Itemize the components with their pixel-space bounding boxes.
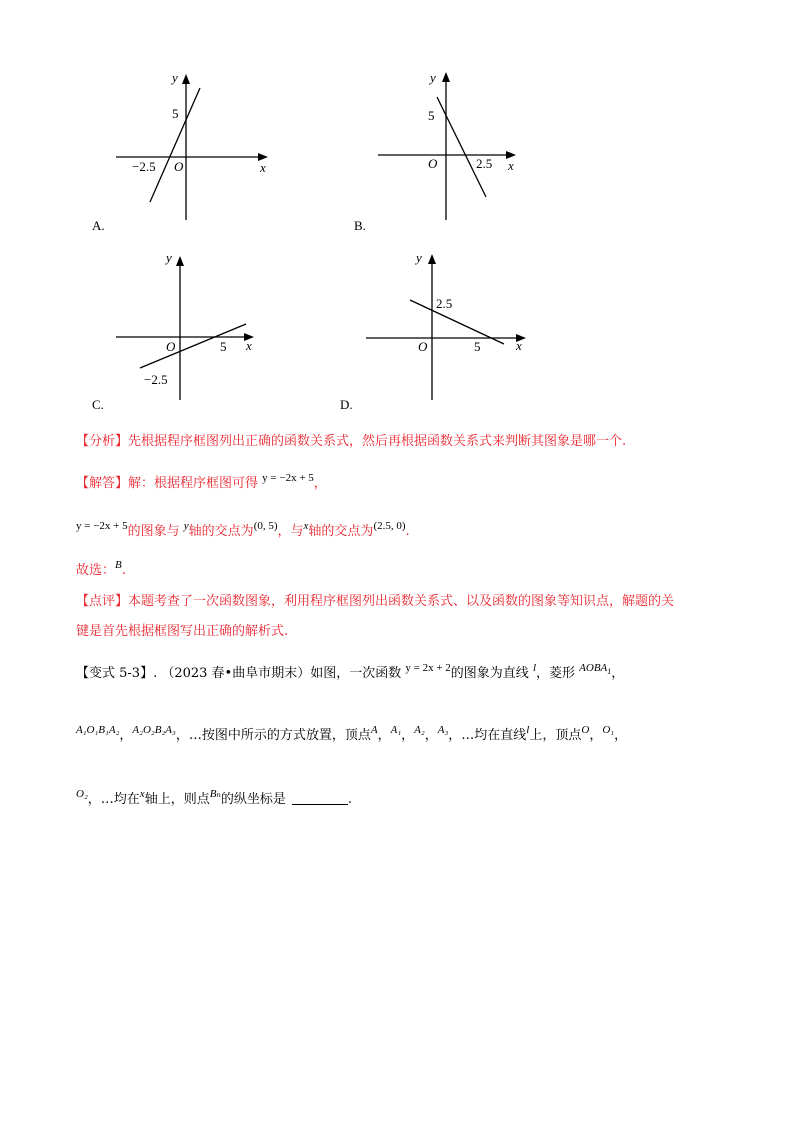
choice-line <box>76 559 126 578</box>
point-a1: A₁ <box>390 724 402 736</box>
function-line <box>437 97 486 197</box>
option-b-label: B. <box>354 218 366 233</box>
variant-t6: 上，顶点 <box>529 728 582 743</box>
x-label: x <box>508 158 514 173</box>
solution-line2-equation: y = −2x + 5 <box>76 520 128 532</box>
variant-t4: ，…按图中所示的方式放置，顶点 <box>175 728 371 743</box>
point-o2: O₂ <box>76 788 88 800</box>
x-intercept-label: 5 <box>220 339 227 354</box>
solution-equation: y = −2x + 5 <box>262 472 314 484</box>
variant-source: . （2023 春•曲阜市期末）如图，一次函数 <box>153 666 402 681</box>
y-intercept-label: −2.5 <box>144 372 168 387</box>
variant-line-3 <box>76 788 352 807</box>
x-label: x <box>260 160 266 175</box>
graph-b <box>370 70 540 234</box>
point-bn: Bₙ <box>209 788 221 800</box>
variant-end: . <box>347 792 353 807</box>
variant-t5: ，…均在直线 <box>448 728 527 743</box>
variant-t1: 的图象为直线 <box>450 666 529 681</box>
variant-t7: ，…均在 <box>87 792 140 807</box>
y-intercept-label: 2.5 <box>436 296 453 311</box>
solution-line2-a: 的图象与 <box>127 524 180 539</box>
graph-a <box>110 70 280 234</box>
rhombus-2: A₁O₁B₁A₂ <box>76 724 120 736</box>
y-label: y <box>166 250 172 265</box>
solution-line2-c: ，与 <box>277 524 304 539</box>
graph-d <box>360 250 540 414</box>
origin-label: O <box>418 339 428 354</box>
answer-blank[interactable] <box>292 804 348 805</box>
y-arrow-icon <box>428 254 436 264</box>
solution-line-2 <box>76 520 410 539</box>
analysis-paragraph <box>76 430 626 449</box>
graph-b-svg <box>370 70 540 230</box>
variant-line-2: $^{A_1O_1B_1A_2}$，$^{A_2O_2B_2A_3}$，…按图中所示的方式放置，顶点$^A$，$^{A_1}$，$^{A_2}$，$^{A_3}$，…均在直线$^l$上，顶点$^O$，$^{O_1}$， <box>76 724 628 743</box>
x-intercept-label: 2.5 <box>476 156 493 171</box>
x-label: x <box>516 338 522 353</box>
solution-line2-y: y <box>183 520 189 532</box>
point-a: A <box>370 724 378 736</box>
solution-line2-d: 轴的交点为 <box>308 524 374 539</box>
solution-tag: 【解答】 <box>76 476 129 491</box>
variant-t8: 轴上，则点 <box>144 792 210 807</box>
origin-label: O <box>428 156 438 171</box>
function-line <box>140 324 246 368</box>
solution-intro: 解：根据程序框图可得 <box>128 476 259 491</box>
variant-t9: 的纵坐标是 <box>220 792 286 807</box>
comment-line-1 <box>76 590 674 609</box>
x-label: x <box>246 338 252 353</box>
solution-line2-x: x <box>303 520 309 532</box>
solution-comma: ， <box>313 476 327 491</box>
graph-c <box>110 250 280 414</box>
choice-end: . <box>121 563 126 578</box>
y-label: y <box>172 70 178 85</box>
choice-prefix: 故选： <box>76 563 116 578</box>
y-intercept-label: 5 <box>428 108 435 123</box>
option-a-label: A. <box>92 218 105 233</box>
option-c-label: C. <box>92 397 104 412</box>
solution-line-1 <box>76 472 327 491</box>
x-intercept-label: −2.5 <box>132 159 156 174</box>
variant-x-axis: x <box>139 788 145 800</box>
analysis-tag: 【分析】 <box>76 434 129 449</box>
choice-value: B <box>115 559 122 571</box>
graph-d-svg <box>360 250 540 410</box>
solution-point-1: (0, 5) <box>253 520 278 532</box>
origin-label: O <box>174 159 184 174</box>
y-label: y <box>416 250 422 265</box>
variant-line-1 <box>76 662 624 682</box>
point-a3: A₃ <box>437 724 449 736</box>
variant-l2: l <box>526 724 530 736</box>
variant-t3: ， <box>611 666 625 681</box>
variant-tag: 【变式 5-3】 <box>76 666 154 681</box>
variant-t2: ，菱形 <box>536 666 576 681</box>
point-a2: A₂ <box>414 724 425 736</box>
y-arrow-icon <box>442 72 450 82</box>
option-d-label: D. <box>340 397 353 412</box>
solution-point-2: (2.5, 0) <box>373 520 406 532</box>
solution-line2-end: . <box>405 524 410 539</box>
solution-line2-b: 轴的交点为 <box>188 524 254 539</box>
comment-text-2: 键是首先根据框图写出正确的解析式. <box>76 624 289 639</box>
variant-equation: y = 2x + 2 <box>405 662 451 674</box>
point-o1: O₁ <box>602 724 615 736</box>
variant-l: l <box>532 662 537 674</box>
y-arrow-icon <box>176 256 184 266</box>
rhombus-3: A₂O₂B₂A₃ <box>132 724 176 736</box>
point-o: O <box>581 724 590 736</box>
y-arrow-icon <box>182 74 190 84</box>
origin-label: O <box>166 339 176 354</box>
graph-a-svg <box>110 70 280 230</box>
comment-text-1: 本题考查了一次函数图象，利用程序框图列出函数关系式、以及函数的图象等知识点，解题的关 <box>128 594 675 609</box>
rhombus-1: AOBA1 <box>579 662 612 677</box>
comment-line-2 <box>76 620 288 639</box>
analysis-text: 先根据程序框图列出正确的函数关系式，然后再根据函数关系式来判断其图象是哪一个. <box>128 434 627 449</box>
comment-tag: 【点评】 <box>76 594 129 609</box>
graph-c-svg <box>110 250 280 410</box>
x-intercept-label: 5 <box>474 339 481 354</box>
y-intercept-label: 5 <box>172 106 179 121</box>
y-label: y <box>430 70 436 85</box>
